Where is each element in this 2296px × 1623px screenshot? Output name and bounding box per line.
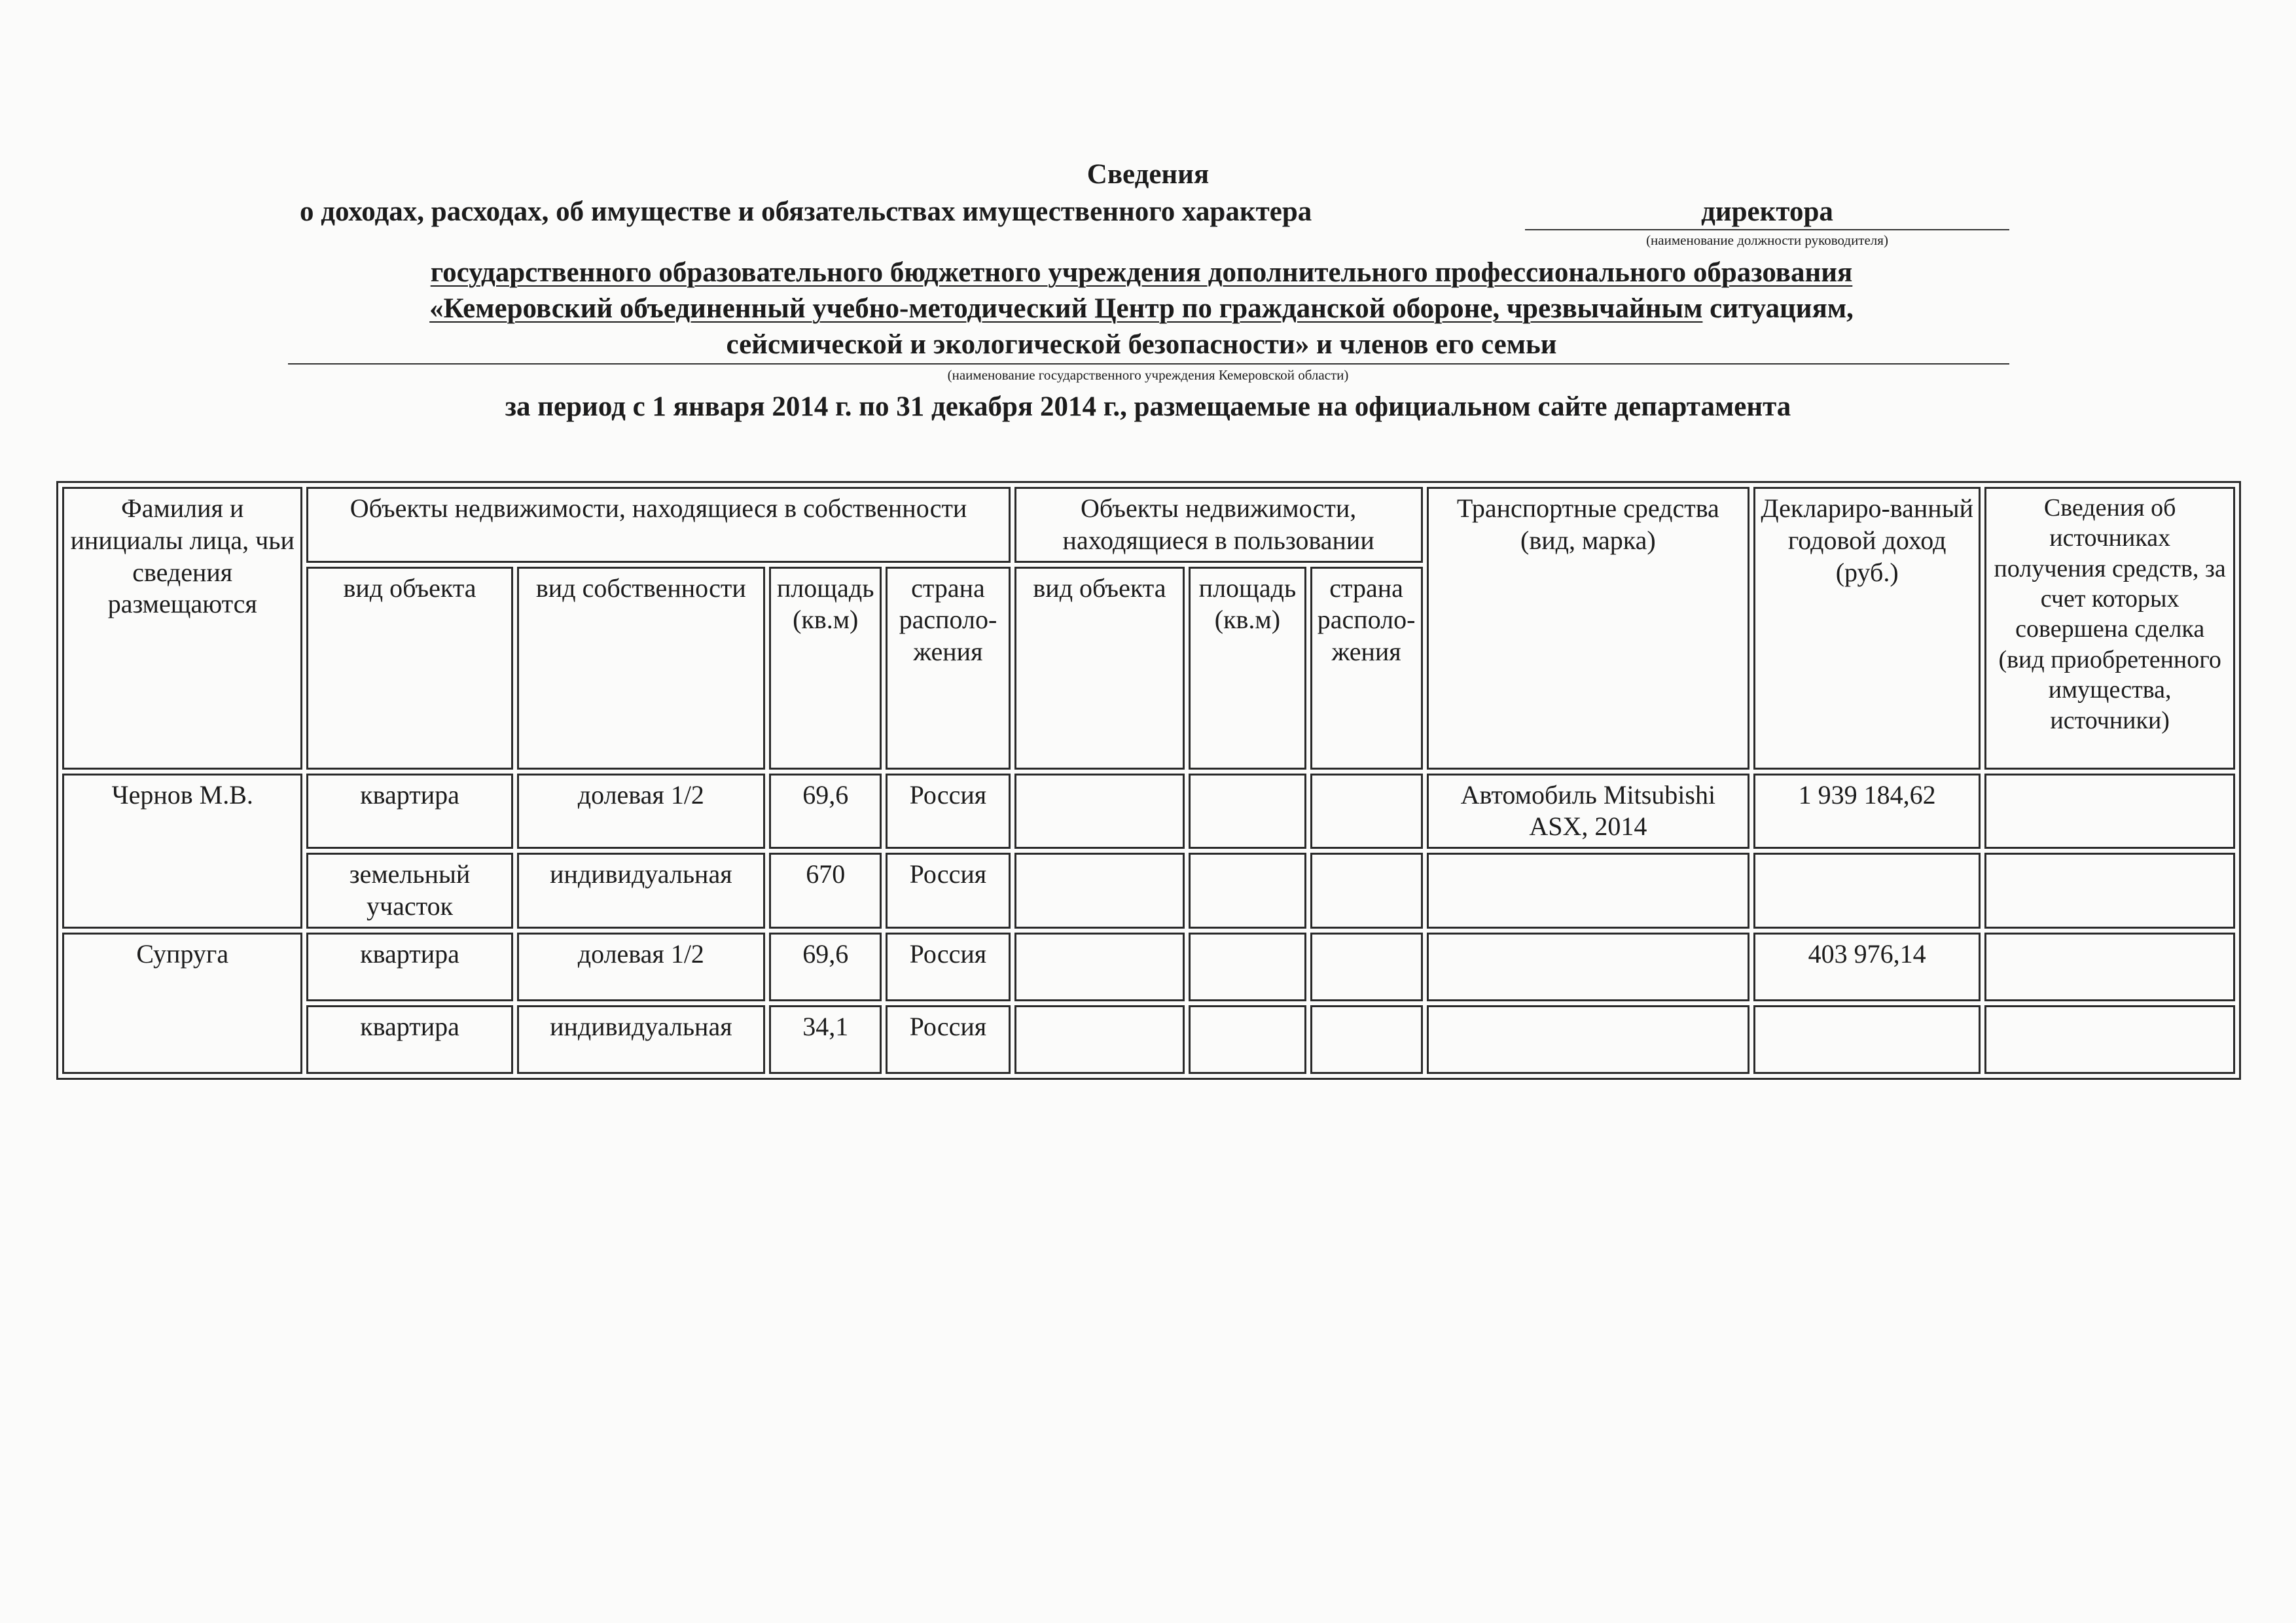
- transport: [1427, 1005, 1749, 1074]
- sources: [1984, 853, 2235, 929]
- object-type: земельный участок: [306, 853, 512, 929]
- org-caption: (наименование государственного учреждения Кемеровской области): [947, 367, 1349, 383]
- sources: [1984, 933, 2235, 1001]
- person-name: Чернов М.В.: [62, 774, 302, 929]
- org-name-line-3: сейсмической и экологической безопасности» и членов его семьи: [726, 329, 1557, 360]
- used-country: [1310, 774, 1423, 849]
- table-row: [62, 853, 2235, 929]
- header-used-country: страна располо-жения: [1310, 567, 1423, 770]
- header-transport: Транспортные средства (вид, марка): [1427, 487, 1749, 770]
- header-country: страна располо-жения: [886, 567, 1010, 770]
- header-used-group: Объекты недвижимости, находящиеся в пользовании: [1014, 487, 1423, 563]
- used-country: [1310, 853, 1423, 929]
- used-object-type: [1014, 853, 1185, 929]
- ownership-type: индивидуальная: [517, 853, 766, 929]
- income: [1753, 1005, 1981, 1074]
- header-sources: Сведения об источниках получения средств, за счет которых совершена сделка (вид приобретенного имущества, источники): [1984, 487, 2235, 770]
- declaration-table: [56, 481, 2241, 1080]
- document-title: Сведения: [1086, 159, 1210, 190]
- used-area: [1189, 774, 1306, 849]
- sources: [1984, 774, 2235, 849]
- object-type: квартира: [306, 774, 512, 849]
- used-country: [1310, 1005, 1423, 1074]
- used-area: [1189, 1005, 1306, 1074]
- used-object-type: [1014, 933, 1185, 1001]
- transport: Автомобиль Mitsubishi ASX, 2014: [1427, 774, 1749, 849]
- used-object-type: [1014, 774, 1185, 849]
- object-type: квартира: [306, 933, 512, 1001]
- object-type: квартира: [306, 1005, 512, 1074]
- position-caption: (наименование должности руководителя): [1646, 232, 1888, 248]
- area: 69,6: [769, 774, 882, 849]
- header-used-area: площадь (кв.м): [1189, 567, 1306, 770]
- org-name-line-1: государственного образовательного бюджетного учреждения дополнительного профессионального образования: [430, 257, 1853, 288]
- header-person: Фамилия и инициалы лица, чьи сведения размещаются: [62, 487, 302, 770]
- person-name: Супруга: [62, 933, 302, 1074]
- income: [1753, 853, 1981, 929]
- transport: [1427, 853, 1749, 929]
- org-name-line-2: [429, 294, 1854, 323]
- transport: [1427, 933, 1749, 1001]
- income: 403 976,14: [1753, 933, 1981, 1001]
- header-owned-group: Объекты недвижимости, находящиеся в собственности: [306, 487, 1010, 563]
- org-underline: [288, 363, 2009, 365]
- used-area: [1189, 853, 1306, 929]
- used-area: [1189, 933, 1306, 1001]
- header-row-1: [62, 487, 2235, 563]
- org-name-line-2-rest: ситуациям,: [1702, 293, 1854, 324]
- country: Россия: [886, 853, 1010, 929]
- header-income: Деклариро-ванный годовой доход (руб.): [1753, 487, 1981, 770]
- period-line: за период с 1 января 2014 г. по 31 декабря 2014 г., размещаемые на официальном сайте департамента: [505, 391, 1791, 422]
- ownership-type: долевая 1/2: [517, 933, 766, 1001]
- country: Россия: [886, 1005, 1010, 1074]
- header-area: площадь (кв.м): [769, 567, 882, 770]
- sources: [1984, 1005, 2235, 1074]
- ownership-type: долевая 1/2: [517, 774, 766, 849]
- used-country: [1310, 933, 1423, 1001]
- position-underline: [1525, 229, 2009, 230]
- income: 1 939 184,62: [1753, 774, 1981, 849]
- area: 69,6: [769, 933, 882, 1001]
- table-row: [62, 1005, 2235, 1074]
- header-ownership-type: вид собственности: [517, 567, 766, 770]
- header-used-object-type: вид объекта: [1014, 567, 1185, 770]
- table-row: [62, 774, 2235, 849]
- country: Россия: [886, 933, 1010, 1001]
- country: Россия: [886, 774, 1010, 849]
- table-row: [62, 933, 2235, 1001]
- area: 670: [769, 853, 882, 929]
- used-object-type: [1014, 1005, 1185, 1074]
- header-object-type: вид объекта: [306, 567, 512, 770]
- position-value: директора: [1701, 196, 1833, 227]
- ownership-type: индивидуальная: [517, 1005, 766, 1074]
- subject-line: о доходах, расходах, об имуществе и обязательствах имущественного характера: [300, 196, 1312, 227]
- area: 34,1: [769, 1005, 882, 1074]
- org-name-line-2-underlined: «Кемеровский объединенный учебно-методический Центр по гражданской обороне, чрезвычайным: [429, 293, 1703, 324]
